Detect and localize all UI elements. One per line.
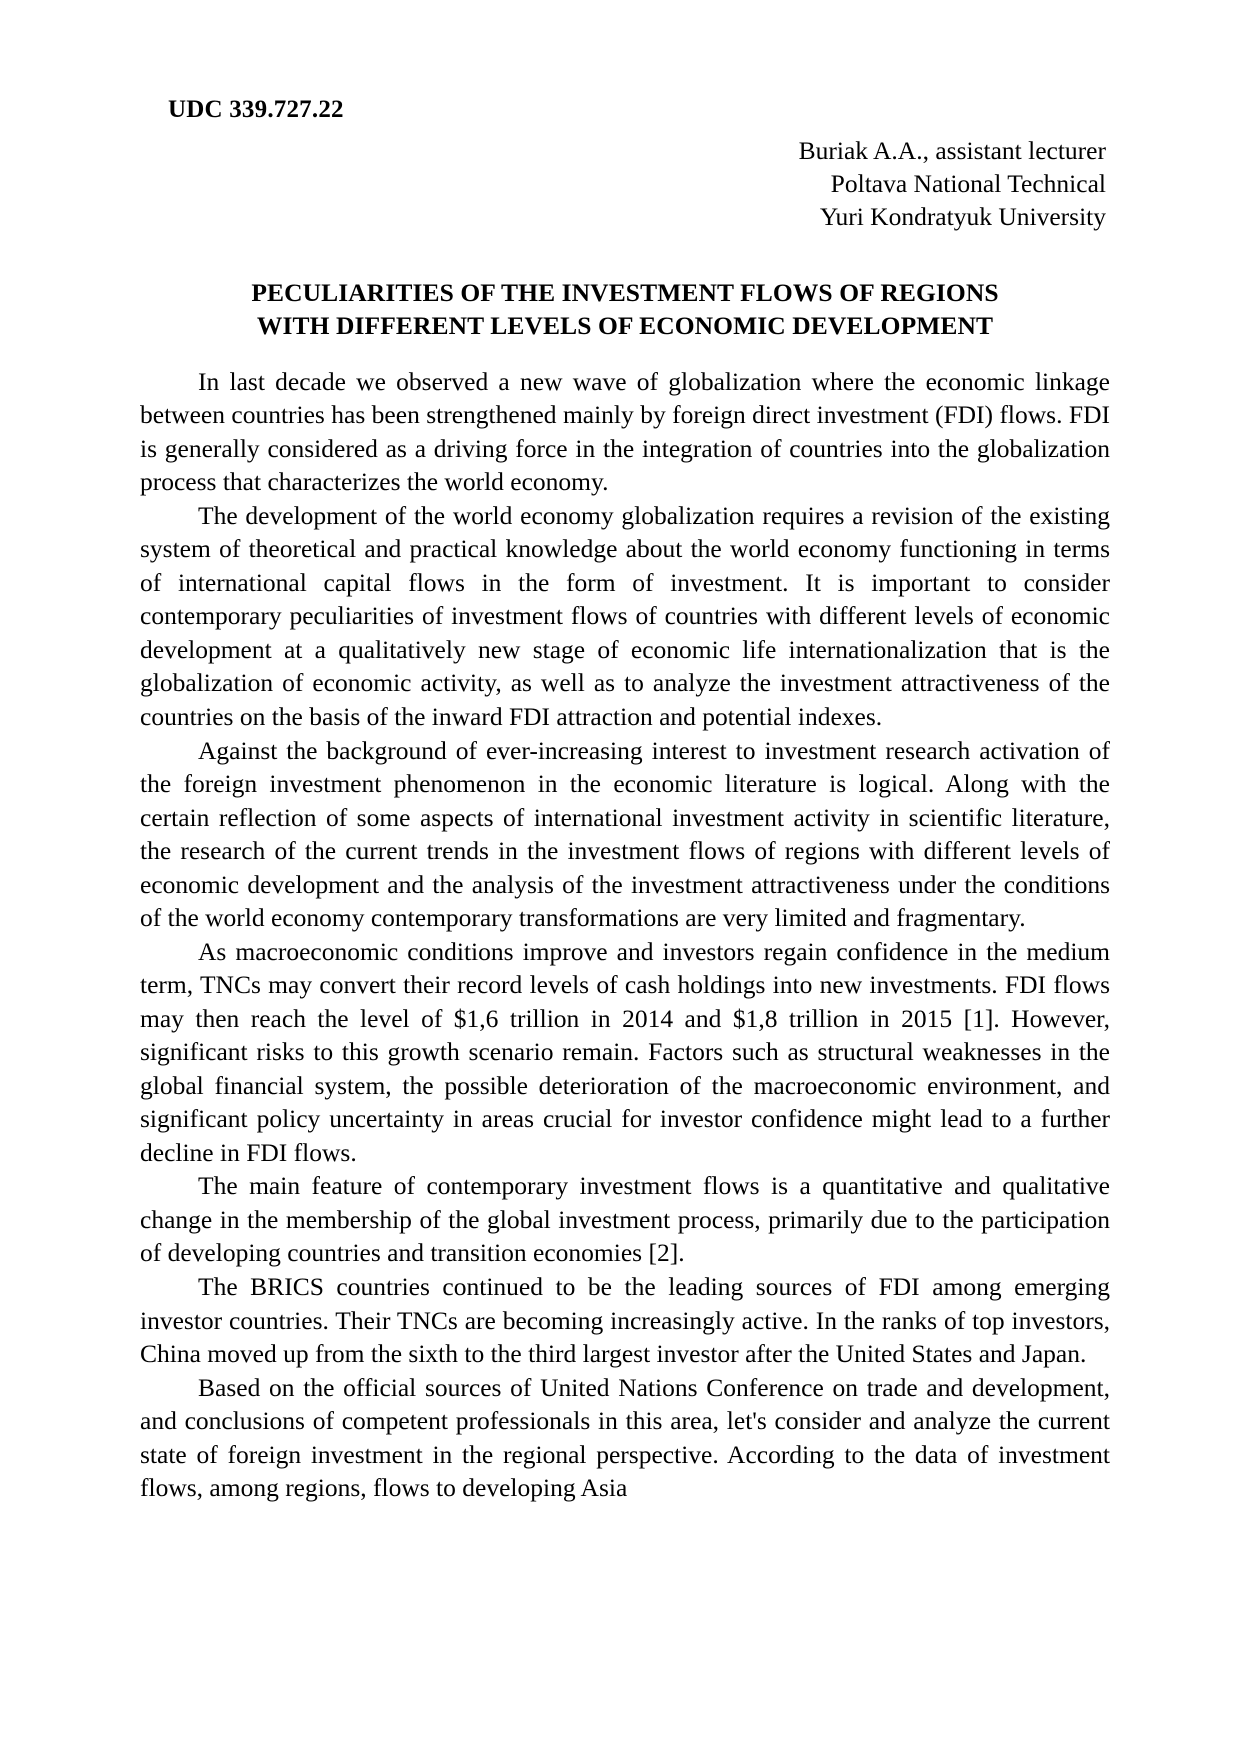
author-block [140,134,1106,233]
body-text [140,365,1110,1505]
paragraph: Based on the official sources of United Nations Conference on trade and development, and conclusions of competent professionals in this area, let's consider and analyze the current state of foreign investment in the regional perspective. According to the data of investment flows, among regions, flows to developing Asia [140,1372,1110,1503]
paragraph: The main feature of contemporary investment flows is a quantitative and qualitative change in the membership of the global investment process, primarily due to the participation of developing countries and transition economies [2]. [140,1171,1110,1268]
paragraph: Against the background of ever-increasing interest to investment research activation of the foreign investment phenomenon in the economic literature is logical. Along with the certain reflection of some aspects of international investment activity in scientific literature, the research of the current trends in the investment flows of regions with different levels of economic development and the analysis of the investment attractiveness under the conditions of the world economy contemporary transformations are very limited and fragmentary. [140,735,1110,933]
author-affiliation-line-1: Poltava National Technical [830,169,1106,199]
paragraph: As macroeconomic conditions improve and investors regain confidence in the medium term, TNCs may convert their record levels of cash holdings into new investments. FDI flows may then reach the level of $1,6 trillion in 2014 and $1,8 trillion in 2015 [1]. However, significant risks to this growth scenario remain. Factors such as structural weaknesses in the global financial system, the possible deterioration of the macroeconomic environment, and significant policy uncertainty in areas crucial for investor confidence might lead to a further decline in FDI flows. [140,936,1110,1167]
title-line-2: WITH DIFFERENT LEVELS OF ECONOMIC DEVELOPMENT [256,311,994,341]
author-affiliation-line-2: Yuri Kondratyuk University [819,202,1106,232]
title-line-1: PECULIARITIES OF THE INVESTMENT FLOWS OF REGIONS [251,278,999,308]
paragraph: In last decade we observed a new wave of globalization where the economic linkage between countries has been strengthened mainly by foreign direct investment (FDI) flows. FDI is generally considered as a driving force in the integration of countries into the globalization process that characterizes the world economy. [140,366,1110,497]
author-name: Buriak A.A., assistant lecturer [798,136,1106,165]
paragraph: The development of the world economy globalization requires a revision of the existing system of theoretical and practical knowledge about the world economy functioning in terms of international capital flows in the form of investment. It is important to consider contemporary peculiarities of investment flows of countries with different levels of economic development at a qualitatively new stage of economic life internationalization that is the globalization of economic activity, as well as to analyze the investment attractiveness of the countries on the basis of the inward FDI attraction and potential indexes. [140,500,1110,731]
paragraph: The BRICS countries continued to be the leading sources of FDI among emerging investor countries. Their TNCs are becoming increasingly active. In the ranks of top investors, China moved up from the sixth to the third largest investor after the United States and Japan. [140,1272,1110,1369]
udc-code: UDC 339.727.22 [168,96,344,123]
page-title [150,277,1100,342]
